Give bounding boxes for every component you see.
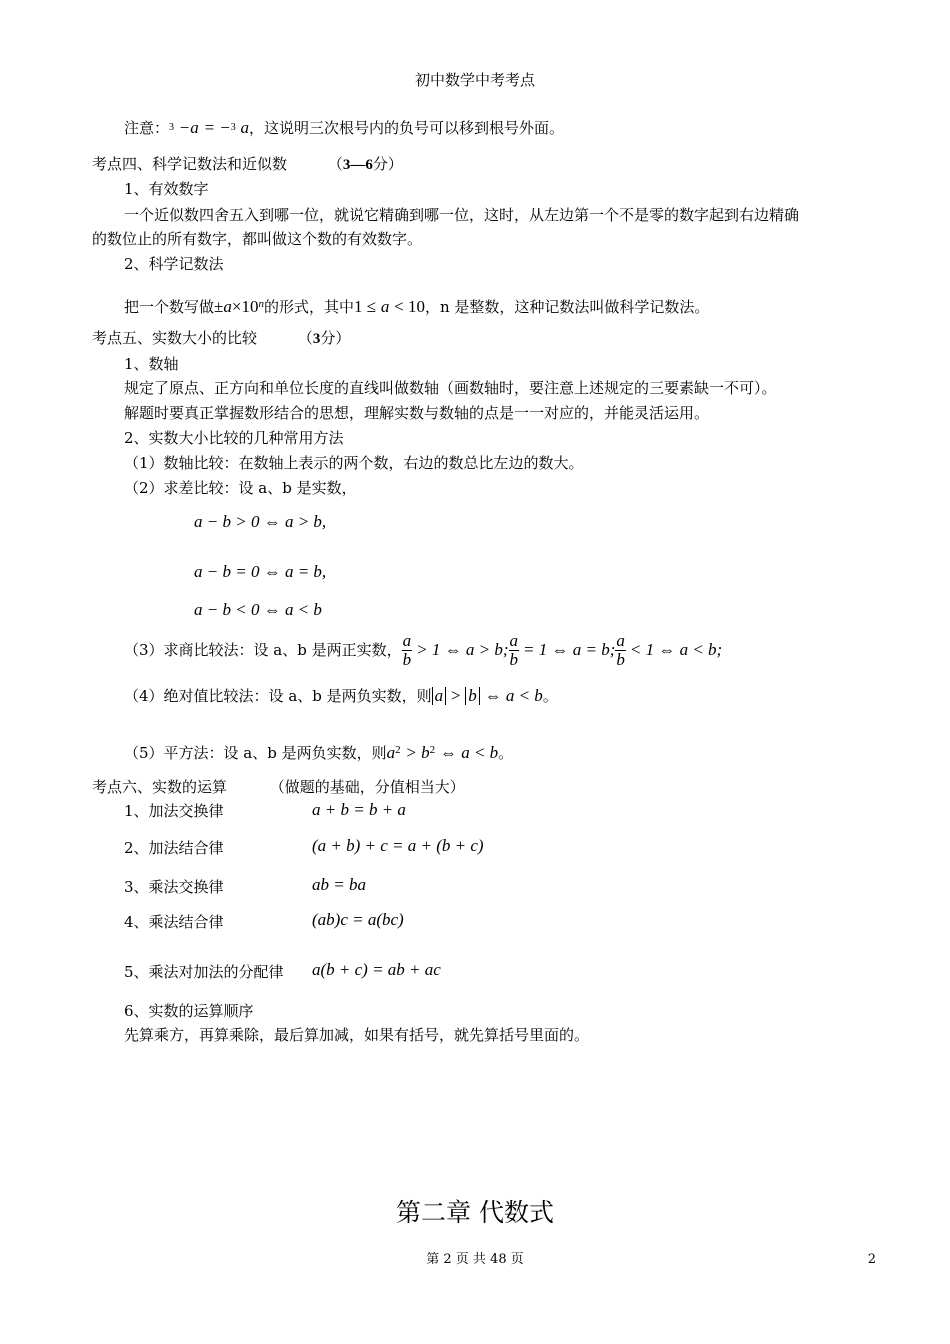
fraction-numerator: a: [616, 630, 625, 650]
fraction-denominator: b: [509, 649, 518, 669]
section-5-score-value: 3: [312, 331, 321, 347]
section-5-title: 考点五、实数大小的比较: [92, 329, 258, 347]
section-5-score-close: 分）: [320, 329, 351, 347]
method-1: （1）数轴比较：在数轴上表示的两个数，右边的数总比左边的数大。: [124, 454, 584, 472]
sci-n: n: [258, 298, 264, 310]
note-eq: = −: [203, 118, 231, 137]
section-5-item-2: 2、实数大小比较的几种常用方法: [124, 429, 344, 447]
method-3-prefix: （3）求商比较法：设 a、b 是两正实数，: [124, 641, 402, 659]
method-5: [124, 740, 513, 763]
section-6-heading: [92, 777, 465, 797]
ratio-relation-1: > 1 ⇔ a > b;: [416, 640, 509, 659]
section-4-item-2: 2、科学记数法: [124, 255, 224, 273]
law-4-label: 4、乘法结合律: [124, 913, 224, 931]
section-5-heading: [92, 328, 350, 349]
section-5-item-1: 1、数轴: [124, 355, 179, 373]
sci-mid: 的形式，其中: [263, 298, 354, 316]
square-exp-2: 2: [429, 744, 436, 756]
sci-cond-2: < 10: [394, 297, 425, 316]
diff-equation-2: a − b = 0 ⇔ a = b,: [194, 562, 327, 581]
sci-a: a: [223, 297, 232, 316]
square-gt-b: > b: [405, 743, 430, 762]
law-4-formula: (ab)c = a(bc): [312, 910, 404, 929]
section-6-note: （做题的基础，分值相当大）: [269, 778, 465, 796]
footer-page-info: 第 2 页 共 48 页: [426, 1252, 524, 1267]
section-4-item-1: 1、有效数字: [124, 180, 209, 198]
square-implies: ⇔ a < b: [439, 743, 499, 762]
abs-a: a: [432, 687, 447, 705]
diff-equation-3: a − b < 0 ⇔ a < b: [194, 600, 322, 619]
law-1-formula: a + b = b + a: [312, 800, 406, 819]
section-4-para-1b: 的数位止的所有数字，都叫做这个数的有效数字。: [92, 230, 423, 248]
section-4-para-2: [124, 294, 709, 317]
ratio-relation-2: = 1 ⇔ a = b;: [523, 640, 616, 659]
section-6-para-6: 先算乘方，再算乘除，最后算加减，如果有括号，就先算括号里面的。: [124, 1026, 590, 1044]
square-a: a: [386, 743, 396, 762]
method-4-end: 。: [542, 687, 558, 705]
ratio-relation-3: < 1 ⇔ a < b;: [629, 640, 723, 659]
section-4-heading: [92, 154, 403, 175]
fraction-denominator: b: [616, 649, 625, 669]
method-5-end: 。: [498, 744, 514, 762]
sci-plus-minus: ±: [214, 297, 224, 316]
fraction-numerator: a: [402, 630, 412, 650]
sci-cond-1: 1 ≤: [353, 297, 377, 316]
fraction-a-over-b-3: [615, 632, 626, 669]
method-4: [124, 686, 558, 706]
law-5-label: 5、乘法对加法的分配律: [124, 963, 284, 981]
section-5-score-open: （: [297, 329, 313, 347]
sci-cond-a: a: [380, 297, 390, 316]
method-5-prefix: （5）平方法：设 a、b 是两负实数，则: [124, 744, 387, 762]
root-index-2: 3: [230, 122, 236, 133]
fraction-denominator: b: [402, 649, 412, 669]
method-3: [124, 628, 722, 672]
law-2-formula: (a + b) + c = a + (b + c): [312, 836, 484, 855]
sci-times-ten: ×10: [231, 297, 259, 316]
method-4-prefix: （4）绝对值比较法：设 a、b 是两负实数，则: [124, 687, 432, 705]
note-line: [124, 118, 564, 138]
law-2-label: 2、加法结合律: [124, 839, 224, 857]
law-5-formula: a(b + c) = ab + ac: [312, 960, 441, 979]
law-3-label: 3、乘法交换律: [124, 878, 224, 896]
section-4-title: 考点四、科学记数法和近似数: [92, 155, 288, 173]
sci-prefix: 把一个数写做: [124, 298, 215, 316]
note-suffix: ，这说明三次根号内的负号可以移到根号外面。: [249, 119, 565, 137]
fraction-a-over-b-2: [509, 632, 520, 669]
abs-gt: >: [450, 686, 461, 705]
law-3-formula: ab = ba: [312, 875, 366, 894]
fraction-a-over-b-1: [402, 632, 413, 669]
section-6-title: 考点六、实数的运算: [92, 778, 228, 796]
fraction-numerator: a: [509, 630, 518, 650]
note-var-2: a: [240, 118, 250, 137]
method-2: （2）求差比较：设 a、b 是实数，: [124, 479, 357, 497]
note-var: a: [190, 118, 199, 137]
page-header-title: 初中数学中考考点: [414, 71, 535, 89]
diff-equation-1: a − b > 0 ⇔ a > b,: [194, 512, 327, 531]
section-4-score-close: 分）: [372, 155, 403, 173]
law-1-label: 1、加法交换律: [124, 802, 224, 820]
chapter-title: 第二章 代数式: [396, 1198, 554, 1227]
sci-post: ，n 是整数，这种记数法叫做科学记数法。: [424, 298, 710, 316]
abs-b: b: [465, 687, 480, 705]
section-4-score-value: 3—6: [342, 157, 373, 173]
note-neg: −: [178, 118, 191, 137]
section-5-para-2: 解题时要真正掌握数形结合的思想，理解实数与数轴的点是一一对应的，并能灵活运用。: [124, 404, 710, 422]
square-exp-1: 2: [395, 744, 401, 756]
section-6-item-6: 6、实数的运算顺序: [124, 1002, 254, 1020]
root-index-1: 3: [169, 122, 175, 133]
note-prefix: 注意：: [124, 119, 170, 137]
abs-implies: ⇔ a < b: [484, 686, 543, 705]
section-4-para-1a: 一个近似数四舍五入到哪一位，就说它精确到哪一位，这时，从左边第一个不是零的数字起到右边精确: [124, 206, 800, 224]
section-4-score-open: （: [327, 155, 343, 173]
footer-page-number: 2: [867, 1252, 876, 1267]
section-5-para-1: 规定了原点、正方向和单位长度的直线叫做数轴（画数轴时，要注意上述规定的三要素缺一不可）。: [124, 379, 777, 397]
